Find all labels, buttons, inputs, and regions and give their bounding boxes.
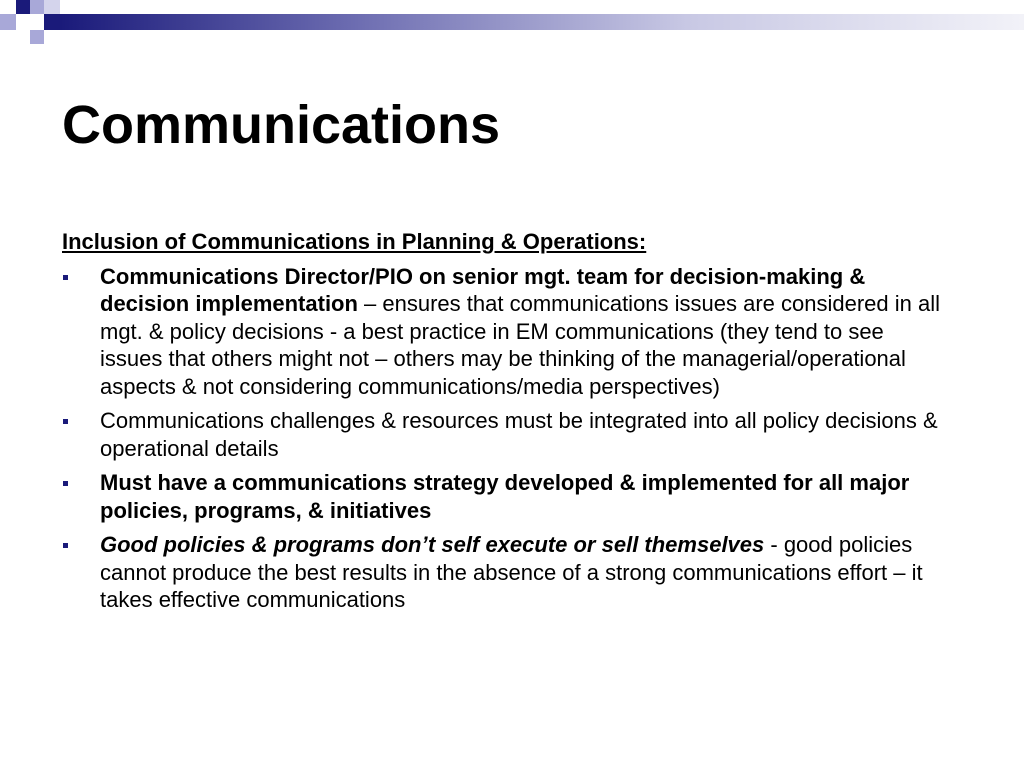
list-item (62, 263, 952, 401)
decor-square (44, 0, 60, 14)
bullet-text: Communications challenges & resources must be integrated into all policy decisions & operational details (100, 408, 938, 461)
slide-body (62, 228, 952, 621)
header-gradient-bar (60, 14, 1024, 30)
square-bullet-icon (63, 481, 68, 486)
decor-square (30, 0, 44, 14)
decor-square (0, 14, 16, 30)
square-bullet-icon (63, 275, 68, 280)
bullet-text: - good policies cannot produce the best results in the absence of a strong communications effort – it takes effective communications (100, 532, 923, 612)
bullet-lead-bold-italic: Good policies & programs don’t self execute or sell themselves (100, 532, 765, 557)
bullet-text: – ensures that communications issues are considered in all mgt. & policy decisions - a best practice in EM communications (they tend to see issues that others might not – others may be thinking of the managerial/operational aspects & not considering communications/media perspectives) (100, 291, 941, 399)
bullet-lead-bold: Communications Director/PIO on senior mgt. team for decision-making & decision implementation (100, 263, 866, 316)
square-bullet-icon (63, 419, 68, 424)
list-item (62, 469, 952, 524)
list-item (62, 407, 952, 462)
decor-square (44, 14, 60, 30)
decor-square (16, 0, 30, 14)
decor-square (30, 30, 44, 44)
bullet-list (62, 263, 952, 614)
bullet-text-bold: Must have a communications strategy developed & implemented for all major policies, programs, & initiatives (100, 470, 910, 523)
section-heading: Inclusion of Communications in Planning & Operations: (62, 229, 647, 254)
slide-title: Communications (62, 95, 501, 155)
list-item (62, 531, 952, 614)
square-bullet-icon (63, 543, 68, 548)
